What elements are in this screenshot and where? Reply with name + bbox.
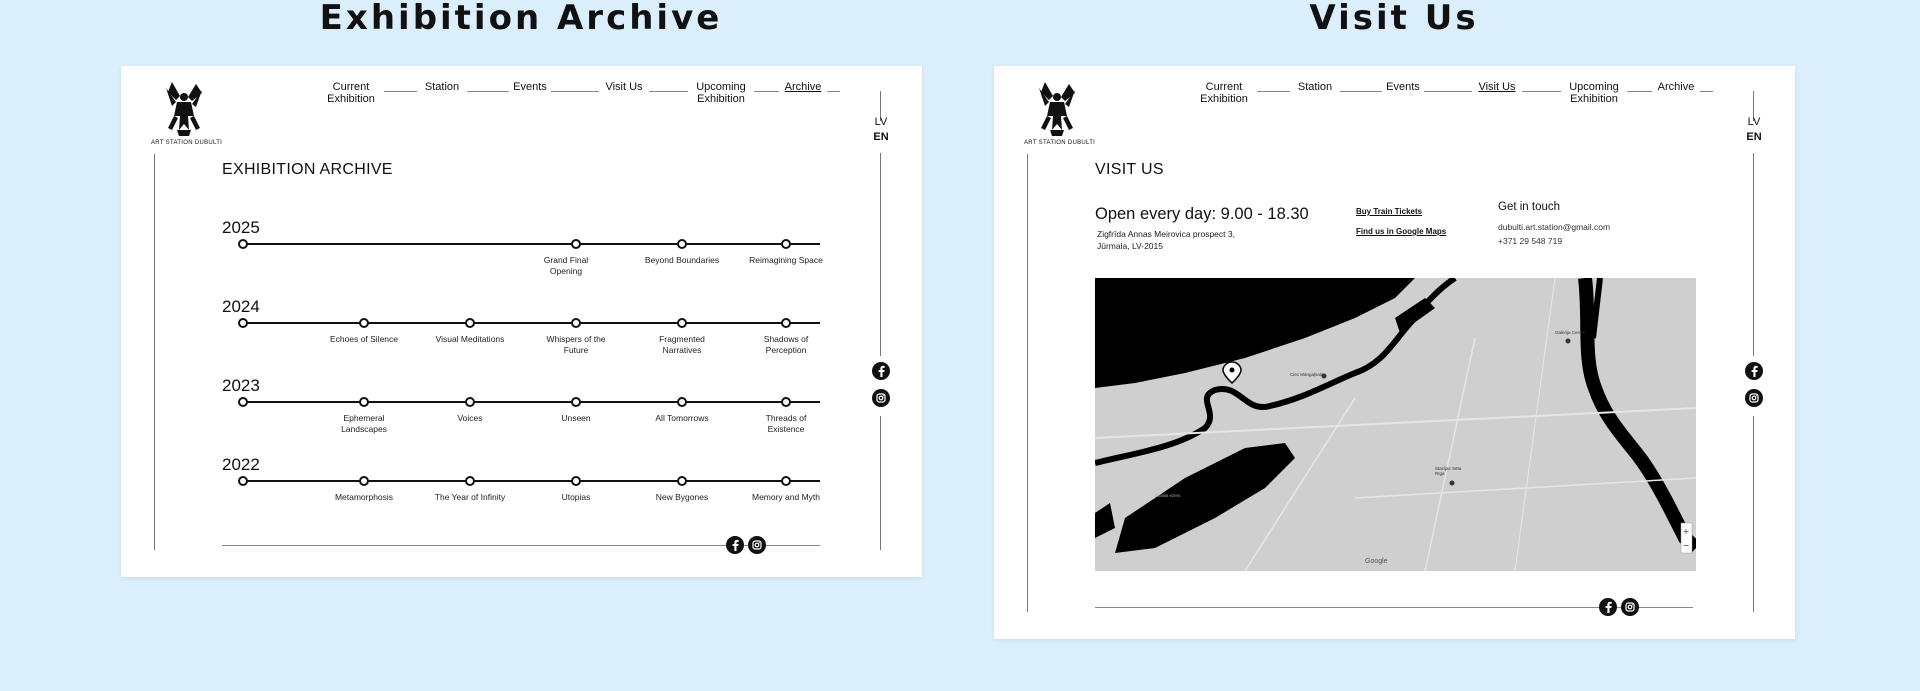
nav-station[interactable]: Station xyxy=(417,81,467,93)
exhibition-label[interactable]: Unseen xyxy=(561,413,591,423)
instagram-button[interactable] xyxy=(872,389,890,407)
year-label: 2023 xyxy=(222,376,260,395)
timeline-dot[interactable] xyxy=(359,476,369,486)
timeline-dot[interactable] xyxy=(238,476,248,486)
nav-current-exhibition[interactable]: Current Exhibition xyxy=(1191,81,1257,105)
timeline-dot[interactable] xyxy=(571,318,581,328)
logo[interactable] xyxy=(1024,80,1096,146)
timeline-dot[interactable] xyxy=(677,318,687,328)
timeline-dot[interactable] xyxy=(465,476,475,486)
frame-line-right-bottom xyxy=(880,416,881,550)
instagram-button[interactable] xyxy=(1745,389,1763,407)
logo[interactable] xyxy=(151,80,223,146)
timeline-dot[interactable] xyxy=(465,318,475,328)
exhibition-label[interactable]: Beyond Boundaries xyxy=(644,255,720,265)
map-label-gallery: Galerija Centrs xyxy=(1555,330,1586,335)
timeline-dot[interactable] xyxy=(677,397,687,407)
map-graphic xyxy=(1095,278,1696,571)
timeline-dot[interactable] xyxy=(465,397,475,407)
nav-upcoming-exhibition[interactable]: Upcoming Exhibition xyxy=(688,81,754,105)
get-in-touch-title: Get in touch xyxy=(1498,201,1561,213)
nav-current-exhibition[interactable]: Current Exhibition xyxy=(318,81,384,105)
timeline-line xyxy=(242,322,820,324)
nav-station[interactable]: Station xyxy=(1290,81,1340,93)
nav-upcoming-exhibition[interactable]: Upcoming Exhibition xyxy=(1561,81,1627,105)
logo-text: ART STATION DUBULTI xyxy=(151,140,223,146)
svg-text:−: − xyxy=(1682,541,1690,550)
exhibition-label[interactable]: All Tomorrows xyxy=(655,413,709,423)
exhibition-label[interactable]: Shadows of Perception xyxy=(763,334,809,355)
year-label: 2024 xyxy=(222,297,260,316)
timeline-line xyxy=(242,401,820,403)
page-title: EXHIBITION ARCHIVE xyxy=(222,161,393,178)
footer-instagram-button[interactable] xyxy=(1621,598,1639,616)
visit-page-card xyxy=(994,66,1795,639)
facebook-icon xyxy=(1749,365,1759,377)
nav-visit-us[interactable]: Visit Us xyxy=(599,81,649,93)
exhibition-label[interactable]: Memory and Myth xyxy=(751,492,821,502)
map-brand: Google xyxy=(1365,558,1388,565)
exhibition-archive-heading: Exhibition Archive xyxy=(319,0,723,38)
contact-email[interactable]: dubulti.art.station@gmail.com xyxy=(1498,222,1611,232)
exhibition-label[interactable]: The Year of Infinity xyxy=(434,492,506,502)
timeline-line xyxy=(242,243,820,245)
timeline-dot[interactable] xyxy=(359,397,369,407)
page-title: VISIT US xyxy=(1095,161,1164,178)
winged-figure-icon xyxy=(162,80,206,138)
instagram-icon xyxy=(876,393,886,403)
address-line-2: Jūrmala, LV-2015 xyxy=(1097,241,1163,251)
footer-instagram-button[interactable] xyxy=(748,536,766,554)
timeline-dot[interactable] xyxy=(571,476,581,486)
lang-lv[interactable]: LV xyxy=(874,116,888,128)
instagram-icon xyxy=(752,540,762,550)
archive-page-card xyxy=(121,66,922,577)
exhibition-label[interactable]: Metamorphosis xyxy=(334,492,394,502)
exhibition-label[interactable]: Utopias xyxy=(561,492,591,502)
contact-phone[interactable]: +371 29 548 719 xyxy=(1498,236,1563,246)
facebook-icon xyxy=(730,539,740,551)
facebook-icon xyxy=(1603,601,1613,613)
exhibition-label[interactable]: Grand Final Opening xyxy=(543,255,589,276)
timeline-dot[interactable] xyxy=(238,397,248,407)
timeline-dot[interactable] xyxy=(781,318,791,328)
location-map[interactable] xyxy=(1095,278,1696,571)
lang-en[interactable]: EN xyxy=(873,131,889,143)
timeline-line xyxy=(242,480,820,482)
exhibition-label[interactable]: Voices xyxy=(457,413,483,423)
timeline-dot[interactable] xyxy=(238,318,248,328)
winged-figure-icon xyxy=(1035,80,1079,138)
facebook-button[interactable] xyxy=(1745,362,1763,380)
lang-en[interactable]: EN xyxy=(1746,131,1762,143)
map-label-sea: Dzilais ezers xyxy=(1155,493,1181,498)
svg-text:+: + xyxy=(1682,527,1690,536)
nav-archive[interactable]: Archive xyxy=(779,81,827,93)
exhibition-label[interactable]: Whispers of the Future xyxy=(546,334,606,355)
instagram-icon xyxy=(1625,602,1635,612)
address xyxy=(1097,228,1235,252)
nav-visit-us[interactable]: Visit Us xyxy=(1472,81,1522,93)
timeline-dot[interactable] xyxy=(781,476,791,486)
google-maps-link[interactable]: Find us in Google Maps xyxy=(1356,227,1447,236)
facebook-icon xyxy=(876,365,886,377)
map-label-city: Ciec Mangaļsala xyxy=(1290,372,1324,377)
nav-events[interactable]: Events xyxy=(509,81,551,93)
year-label: 2022 xyxy=(222,455,260,474)
timeline-dot[interactable] xyxy=(571,397,581,407)
timeline-dot[interactable] xyxy=(677,239,687,249)
nav-archive[interactable]: Archive xyxy=(1652,81,1700,93)
visit-us-heading: Visit Us xyxy=(1309,0,1479,38)
nav-events[interactable]: Events xyxy=(1382,81,1424,93)
frame-line-right-bottom xyxy=(1753,416,1754,612)
timeline-dot[interactable] xyxy=(359,318,369,328)
instagram-icon xyxy=(1749,393,1759,403)
timeline-dot[interactable] xyxy=(571,239,581,249)
address-line-1: Zigfrīda Annas Meirovica prospect 3, xyxy=(1097,229,1235,239)
exhibition-label[interactable]: Visual Meditations xyxy=(435,334,505,344)
exhibition-label[interactable]: Fragmented Narratives xyxy=(659,334,705,355)
frame-line-left xyxy=(154,154,155,550)
buy-train-tickets-link[interactable]: Buy Train Tickets xyxy=(1356,207,1423,216)
exhibition-label[interactable]: Threads of Existence xyxy=(765,413,807,434)
facebook-button[interactable] xyxy=(872,362,890,380)
lang-lv[interactable]: LV xyxy=(1747,116,1761,128)
footer-facebook-button[interactable] xyxy=(726,536,744,554)
map-label-mall: Stacijas Sēta Rīga xyxy=(1435,466,1462,476)
frame-line-left xyxy=(1027,154,1028,612)
timeline-dot[interactable] xyxy=(781,239,791,249)
opening-hours: Open every day: 9.00 - 18.30 xyxy=(1095,205,1309,223)
exhibition-label[interactable]: New Bygones xyxy=(655,492,709,502)
exhibition-label[interactable]: Reimagining Space xyxy=(749,255,823,265)
timeline-dot[interactable] xyxy=(781,397,791,407)
logo-text: ART STATION DUBULTI xyxy=(1024,140,1096,146)
frame-line-right-middle xyxy=(880,153,881,356)
frame-line-right-middle xyxy=(1753,153,1754,356)
exhibition-label[interactable]: Ephemeral Landscapes xyxy=(341,413,387,434)
year-label: 2025 xyxy=(222,218,260,237)
timeline-dot[interactable] xyxy=(677,476,687,486)
footer-facebook-button[interactable] xyxy=(1599,598,1617,616)
timeline-dot[interactable] xyxy=(238,239,248,249)
exhibition-label[interactable]: Echoes of Silence xyxy=(329,334,399,344)
